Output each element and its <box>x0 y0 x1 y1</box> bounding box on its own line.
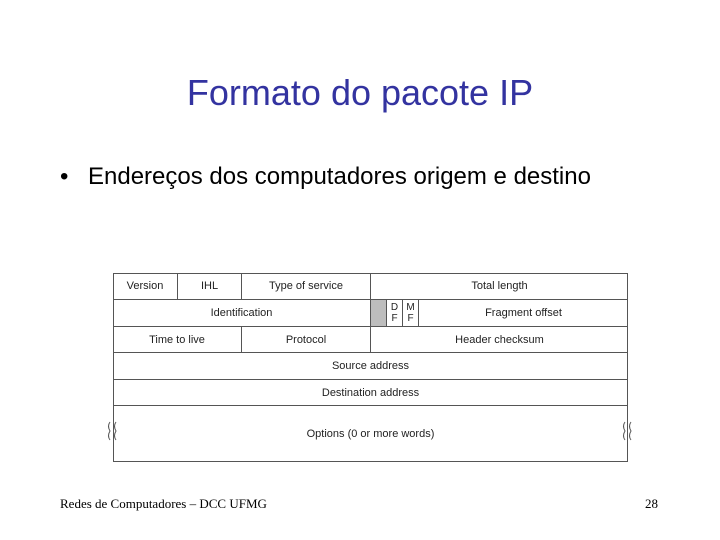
mf-flag-bottom: F <box>407 313 414 324</box>
header-checksum-field: Header checksum <box>371 327 628 353</box>
protocol-field: Protocol <box>242 327 371 353</box>
fragment-offset-field: Fragment offset <box>419 300 628 327</box>
slide-title: Formato do pacote IP <box>186 72 534 113</box>
bullet-text: Endereços dos computadores origem e destino <box>88 163 591 190</box>
mf-flag-top: M <box>406 302 415 313</box>
identification-field: Identification <box>113 300 371 327</box>
source-address-field: Source address <box>113 353 628 380</box>
reserved-bit <box>371 300 387 327</box>
left-break-mark <box>106 420 122 442</box>
mf-flag <box>403 300 419 327</box>
time-to-live-field: Time to live <box>113 327 242 353</box>
df-flag-bottom: F <box>391 313 398 324</box>
type-of-service-field: Type of service <box>242 273 371 300</box>
options-field: Options (0 or more words) <box>113 406 628 462</box>
df-flag <box>387 300 403 327</box>
ip-header-diagram <box>104 270 644 470</box>
page-number: 28 <box>645 496 658 511</box>
total-length-field: Total length <box>371 273 628 300</box>
df-flag-top: D <box>390 302 399 313</box>
version-field: Version <box>113 273 178 300</box>
ihl-field: IHL <box>178 273 242 300</box>
bullet-dot: • <box>60 163 69 190</box>
footer-course: Redes de Computadores – DCC UFMG <box>60 496 267 511</box>
right-break-mark <box>621 420 637 442</box>
destination-address-field: Destination address <box>113 380 628 406</box>
ip-header-table <box>113 273 628 462</box>
